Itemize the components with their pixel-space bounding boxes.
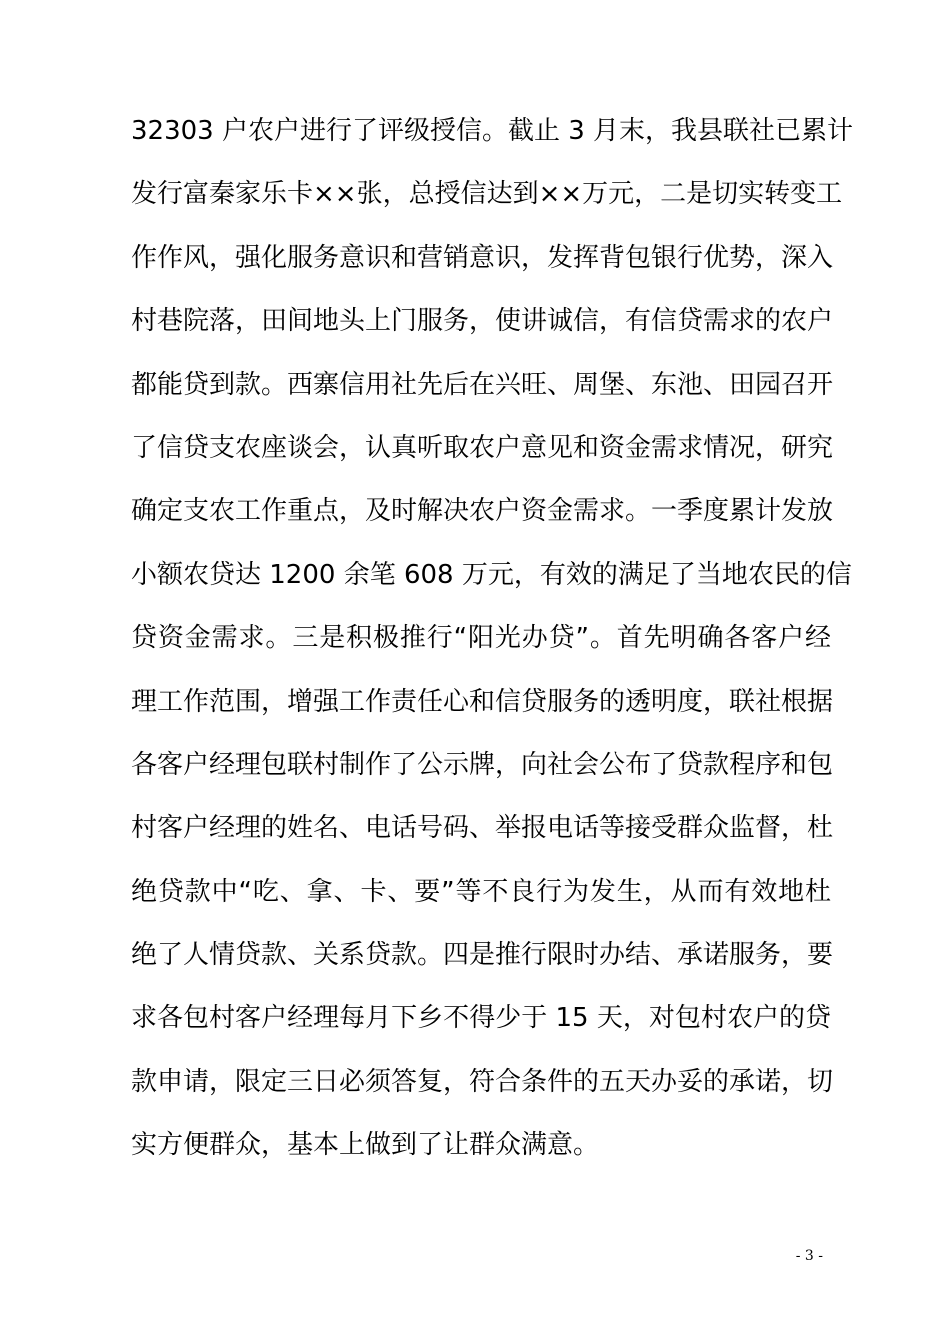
text-line: 作作风，强化服务意识和营销意识，发挥背包银行优势，深入: [131, 242, 834, 273]
text-line: 小额农贷达 1200 余笔 608 万元，有效的满足了当地农民的信: [131, 559, 852, 590]
text-line: 绝了人情贷款、关系贷款。四是推行限时办结、承诺服务，要: [131, 940, 834, 971]
text-line: 村巷院落，田间地头上门服务，使讲诚信，有信贷需求的农户: [131, 306, 834, 337]
document-body: [131, 100, 854, 1178]
text-line: 32303 户农户进行了评级授信。截止 3 月末，我县联社已累计: [131, 116, 854, 146]
text-line: 各客户经理包联村制作了公示牌，向社会公布了贷款程序和包: [131, 749, 834, 780]
text-line: 确定支农工作重点，及时解决农户资金需求。一季度累计发放: [131, 496, 834, 527]
text-line: 发行富秦家乐卡××张，总授信达到××万元，二是切实转变工: [131, 179, 843, 210]
text-line: 村客户经理的姓名、电话号码、举报电话等接受群众监督，杜: [131, 813, 834, 844]
text-line: 理工作范围，增强工作责任心和信贷服务的透明度，联社根据: [131, 686, 834, 717]
text-line: 了信贷支农座谈会，认真听取农户意见和资金需求情况，研究: [131, 432, 834, 463]
text-line: 绝贷款中“吃、拿、卡、要”等不良行为发生，从而有效地杜: [131, 876, 831, 907]
text-line: 贷资金需求。三是积极推行“阳光办贷”。首先明确各客户经: [131, 623, 831, 654]
text-line: 求各包村客户经理每月下乡不得少于 15 天，对包村农户的贷: [131, 1003, 831, 1034]
text-line: 款申请，限定三日必须答复，符合条件的五天办妥的承诺，切: [131, 1066, 834, 1097]
text-line: 都能贷到款。西寨信用社先后在兴旺、周堡、东池、田园召开: [131, 369, 834, 400]
text-line: 实方便群众，基本上做到了让群众满意。: [131, 1130, 600, 1161]
page-number: - 3 -: [795, 1248, 823, 1264]
